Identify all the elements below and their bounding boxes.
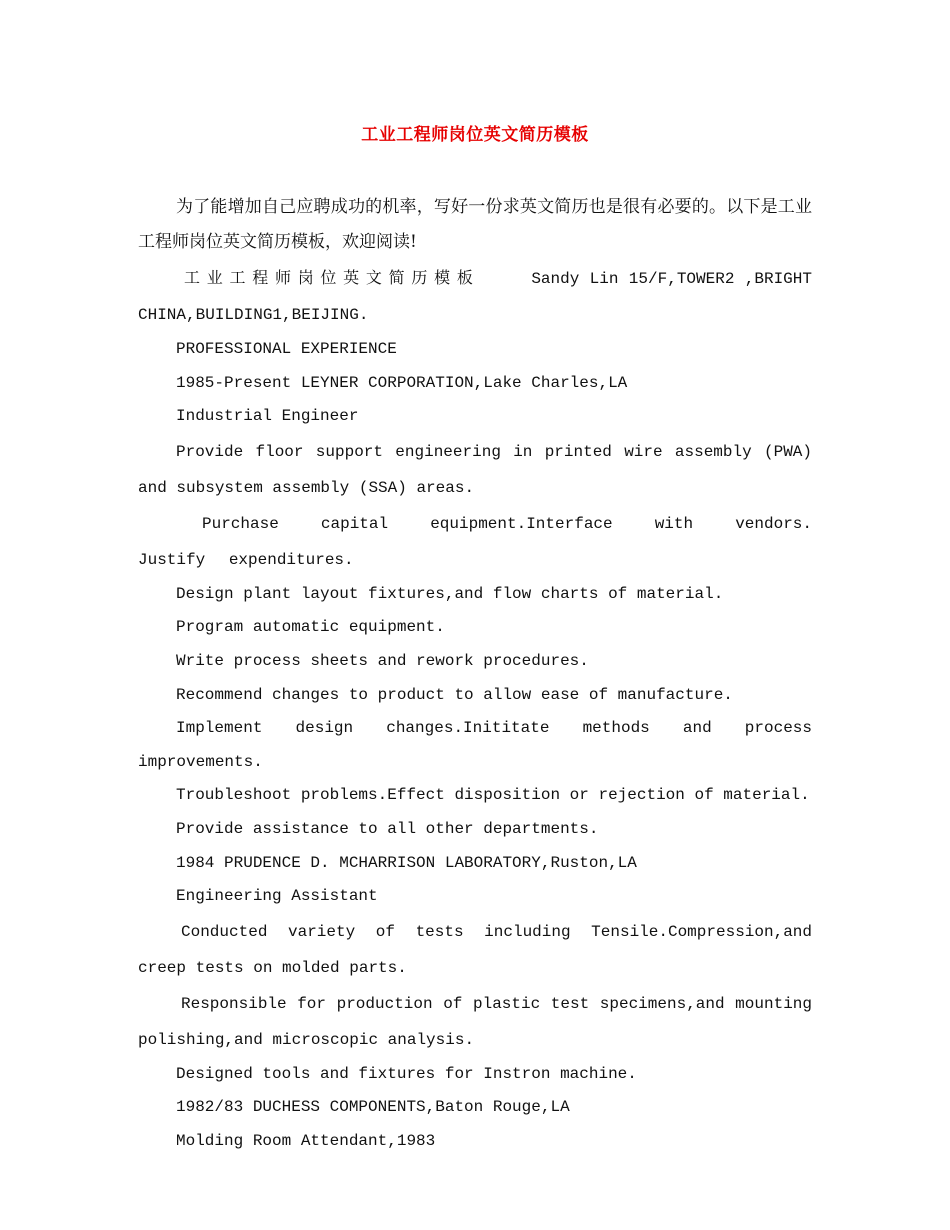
- duty-conducted-tests: Conducted variety of tests including Tensile.Compression,and creep tests on molded parts.: [138, 922, 812, 977]
- header-en-text: Sandy Lin 15/F,TOWER2 ,BRIGHT CHINA,BUILDING1,BEIJING.: [138, 270, 812, 324]
- duty-purchase: Purchase capital equipment.Interface with vendors. Justify expenditures.: [138, 514, 812, 569]
- job-title-engineering-assistant: Engineering Assistant: [176, 887, 378, 906]
- job-line-duchess: 1982/83 DUCHESS COMPONENTS,Baton Rouge,LA: [176, 1098, 570, 1117]
- document-body: [138, 190, 812, 1159]
- section-heading-experience: PROFESSIONAL EXPERIENCE: [176, 340, 397, 358]
- job-title-industrial-engineer: Industrial Engineer: [176, 407, 359, 426]
- duty-assistance: Provide assistance to all other departments.: [176, 819, 599, 838]
- duty-designed-tools: Designed tools and fixtures for Instron machine.: [176, 1064, 637, 1083]
- duty-design-layout: Design plant layout fixtures,and flow charts of material.: [176, 584, 724, 603]
- duty-floor-support: Provide floor support engineering in printed wire assembly (PWA) and subsystem assembly (SSA) areas.: [138, 442, 812, 497]
- duty-program: Program automatic equipment.: [176, 618, 445, 637]
- job-line-prudence: 1984 PRUDENCE D. MCHARRISON LABORATORY,Ruston,LA: [176, 853, 637, 872]
- header-paragraph: [138, 260, 812, 333]
- header-cn-text: 工业工程师岗位英文简历模板: [184, 268, 480, 287]
- duty-write-process: Write process sheets and rework procedures.: [176, 651, 589, 670]
- intro-paragraph: 为了能增加自己应聘成功的机率，写好一份求英文简历也是很有必要的。以下是工业工程师岗位英文简历模板，欢迎阅读!: [138, 197, 812, 252]
- duty-responsible-production: Responsible for production of plastic test specimens,and mounting polishing,and microscopic analysis.: [138, 994, 812, 1049]
- duty-troubleshoot: Troubleshoot problems.Effect disposition or rejection of material.: [176, 786, 810, 805]
- duty-recommend: Recommend changes to product to allow ease of manufacture.: [176, 685, 733, 704]
- document-title: 工业工程师岗位英文简历模板: [361, 125, 589, 145]
- job-title-molding-room: Molding Room Attendant,1983: [176, 1131, 436, 1150]
- duty-implement: Implement design changes.Inititate methods and process improvements.: [138, 719, 812, 771]
- job-line-leyner: 1985-Present LEYNER CORPORATION,Lake Charles,LA: [176, 373, 628, 392]
